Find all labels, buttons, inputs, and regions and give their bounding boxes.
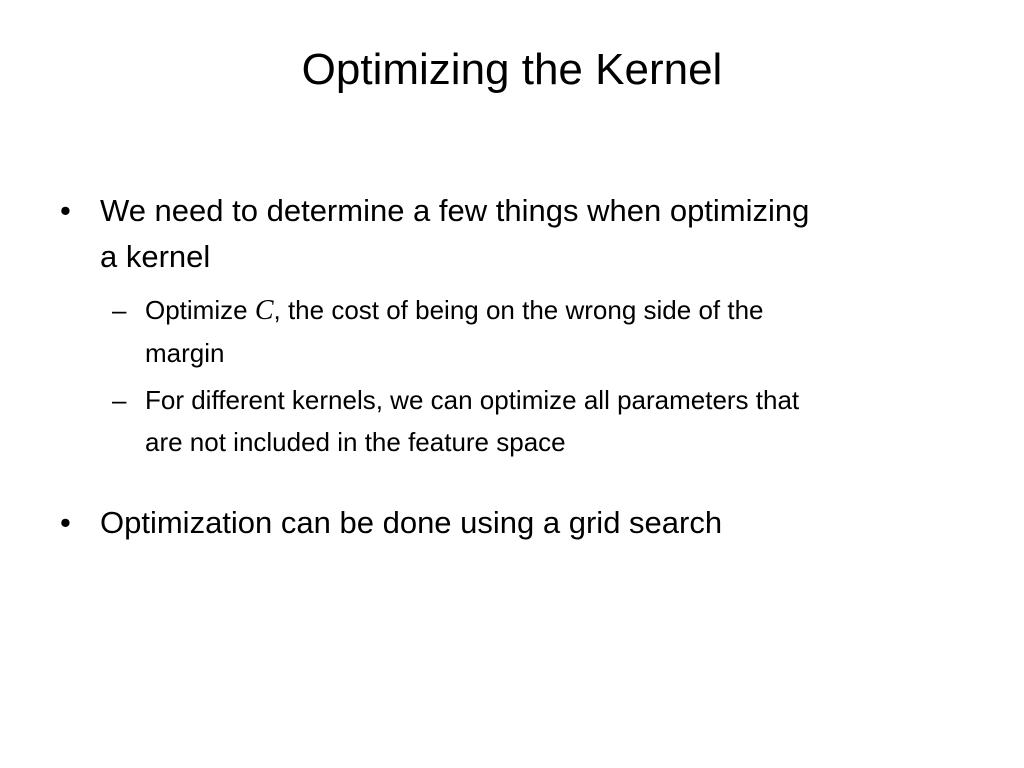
bullet-item — [60, 500, 960, 546]
bullet-line: Optimization can be done using a grid search — [100, 505, 723, 540]
bullet-marker: • — [60, 193, 71, 228]
bullet-line: a kernel — [100, 239, 211, 274]
bullet-line: We need to determine a few things when optimizing — [100, 193, 810, 228]
slide-title: Optimizing the Kernel — [301, 45, 723, 94]
sub-bullet-marker: – — [112, 385, 127, 415]
bullet-text — [100, 188, 960, 280]
sub-bullet-text — [145, 379, 915, 463]
sub-bullet-prefix: Optimize — [145, 295, 255, 325]
sub-bullet-line: For different kernels, we can optimize all parameters that — [145, 385, 800, 415]
cost-symbol: C — [254, 295, 274, 326]
sub-bullet-line: are not included in the feature space — [145, 427, 566, 457]
sub-bullet-item — [112, 379, 912, 463]
sub-bullet-line — [145, 289, 915, 332]
bullet-text — [100, 500, 960, 546]
sub-bullet-suffix: , the cost of being on the wrong side of the — [273, 295, 764, 325]
sub-bullet-marker: – — [112, 295, 127, 325]
bullet-marker: • — [60, 505, 71, 540]
sub-bullet-text — [145, 289, 915, 374]
sub-bullet-line: margin — [145, 338, 225, 368]
sub-bullet-item — [112, 289, 912, 373]
bullet-item — [60, 188, 960, 280]
